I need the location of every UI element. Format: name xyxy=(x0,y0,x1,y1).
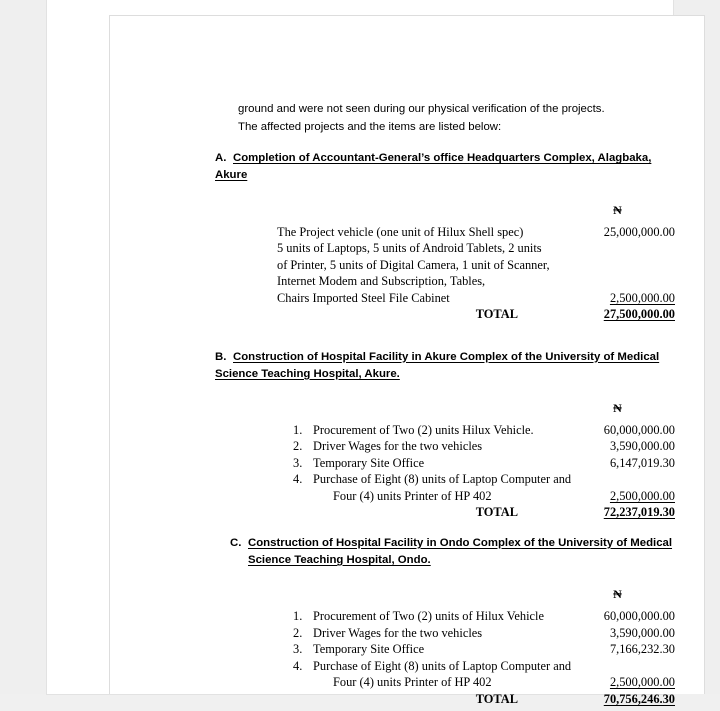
item-amount: 60,000,000.00 xyxy=(603,422,675,437)
table-row xyxy=(293,641,675,658)
section-b-title-line-1: Construction of Hospital Facility in Akure Complex of the University of Medical xyxy=(233,350,660,363)
item-number: 2. xyxy=(293,625,303,640)
section-c-heading xyxy=(230,535,675,552)
table-row xyxy=(293,471,675,488)
item-label: Driver Wages for the two vehicles xyxy=(313,625,483,640)
item-amount: 7,166,232.30 xyxy=(609,642,675,656)
item-number: 2. xyxy=(293,439,303,454)
total-label: TOTAL xyxy=(475,307,518,322)
section-a-title-line-1: Completion of Accountant-General’s office Headquarters Complex, Alagbaka, xyxy=(233,152,652,165)
section-b-heading-cont xyxy=(215,366,675,383)
section-a xyxy=(215,150,675,322)
item-label: The Project vehicle (one unit of Hilux Shell spec) xyxy=(277,224,524,239)
item-label: Internet Modem and Subscription, Tables, xyxy=(277,274,486,289)
table-row xyxy=(293,438,675,455)
section-b-heading xyxy=(215,349,675,366)
table-row xyxy=(293,608,675,625)
total-label: TOTAL xyxy=(475,505,518,520)
section-a-currency-header xyxy=(215,203,675,218)
item-amount: 25,000,000.00 xyxy=(603,224,675,239)
table-row xyxy=(293,488,675,505)
table-row xyxy=(293,422,675,439)
table-row xyxy=(293,625,675,642)
section-c-currency-header xyxy=(215,587,675,602)
intro-line-2: The affected projects and the items are listed below: xyxy=(238,120,502,133)
section-b-letter: B. xyxy=(215,350,227,363)
item-label: Chairs Imported Steel File Cabinet xyxy=(277,290,450,305)
table-row xyxy=(277,224,675,241)
table-row xyxy=(293,455,675,472)
section-c-title-line-1: Construction of Hospital Facility in Ondo Complex of the University of Medical xyxy=(248,536,673,549)
section-b xyxy=(215,349,675,521)
item-label: Driver Wages for the two vehicles xyxy=(313,439,483,454)
item-label: Temporary Site Office xyxy=(313,642,425,656)
intro-line-1: ground and were not seen during our physical verification of the projects. xyxy=(238,103,605,115)
item-label: Temporary Site Office xyxy=(313,455,425,470)
section-c-heading-cont xyxy=(230,552,675,569)
item-label: Purchase of Eight (8) units of Laptop Computer and xyxy=(313,658,572,673)
total-amount: 70,756,246.30 xyxy=(603,691,675,706)
naira-symbol: ₦ xyxy=(613,587,622,601)
naira-symbol: ₦ xyxy=(613,400,622,415)
table-row xyxy=(293,674,675,691)
page-content xyxy=(215,101,675,711)
item-number: 3. xyxy=(293,642,303,656)
table-row xyxy=(277,240,675,257)
section-c-title-line-2: Science Teaching Hospital, Ondo. xyxy=(248,553,431,566)
document-page xyxy=(109,15,705,706)
section-b-currency-header xyxy=(215,401,675,416)
section-b-rows xyxy=(293,422,675,521)
item-amount: 3,590,000.00 xyxy=(609,625,675,640)
table-row xyxy=(277,290,675,307)
section-c xyxy=(215,535,675,707)
table-row xyxy=(293,658,675,675)
page-frame xyxy=(47,0,675,706)
naira-symbol: ₦ xyxy=(613,202,622,217)
item-amount: 6,147,019.30 xyxy=(609,455,675,470)
item-amount: 2,500,000.00 xyxy=(609,675,675,689)
intro-paragraph xyxy=(238,101,675,136)
item-amount: 60,000,000.00 xyxy=(603,609,675,623)
total-row xyxy=(293,504,675,521)
total-label: TOTAL xyxy=(475,691,518,706)
item-number: 1. xyxy=(293,422,303,437)
item-label: 5 units of Laptops, 5 units of Android Tablets, 2 units xyxy=(277,241,542,256)
section-c-rows xyxy=(293,608,675,707)
section-a-heading xyxy=(215,150,675,167)
item-label: Purchase of Eight (8) units of Laptop Computer and xyxy=(313,472,572,487)
section-a-letter: A. xyxy=(215,152,227,165)
item-label: of Printer, 5 units of Digital Camera, 1 unit of Scanner, xyxy=(277,257,550,272)
item-number: 4. xyxy=(293,472,303,487)
section-b-title-line-2: Science Teaching Hospital, Akure. xyxy=(215,367,400,380)
table-row xyxy=(277,273,675,290)
section-a-heading-cont xyxy=(215,167,675,184)
item-amount: 2,500,000.00 xyxy=(609,488,675,503)
section-c-letter: C. xyxy=(230,536,242,549)
item-label: Four (4) units Printer of HP 402 xyxy=(333,675,492,689)
section-c-letter-spacer xyxy=(230,552,248,569)
total-row xyxy=(277,306,675,323)
section-spacer xyxy=(215,327,675,349)
section-a-title-line-2: Akure xyxy=(215,169,248,182)
item-number: 1. xyxy=(293,609,303,623)
item-number: 3. xyxy=(293,455,303,470)
section-a-rows xyxy=(277,224,675,323)
item-amount: 2,500,000.00 xyxy=(609,290,675,305)
item-label: Procurement of Two (2) units Hilux Vehicle. xyxy=(313,422,534,437)
item-amount: 3,590,000.00 xyxy=(609,439,675,454)
total-amount: 27,500,000.00 xyxy=(603,307,675,322)
section-spacer xyxy=(215,525,675,535)
total-row xyxy=(293,691,675,708)
table-row xyxy=(277,257,675,274)
item-number: 4. xyxy=(293,658,303,673)
item-label: Procurement of Two (2) units of Hilux Vehicle xyxy=(313,609,544,623)
total-amount: 72,237,019.30 xyxy=(603,505,675,520)
item-label: Four (4) units Printer of HP 402 xyxy=(333,488,492,503)
